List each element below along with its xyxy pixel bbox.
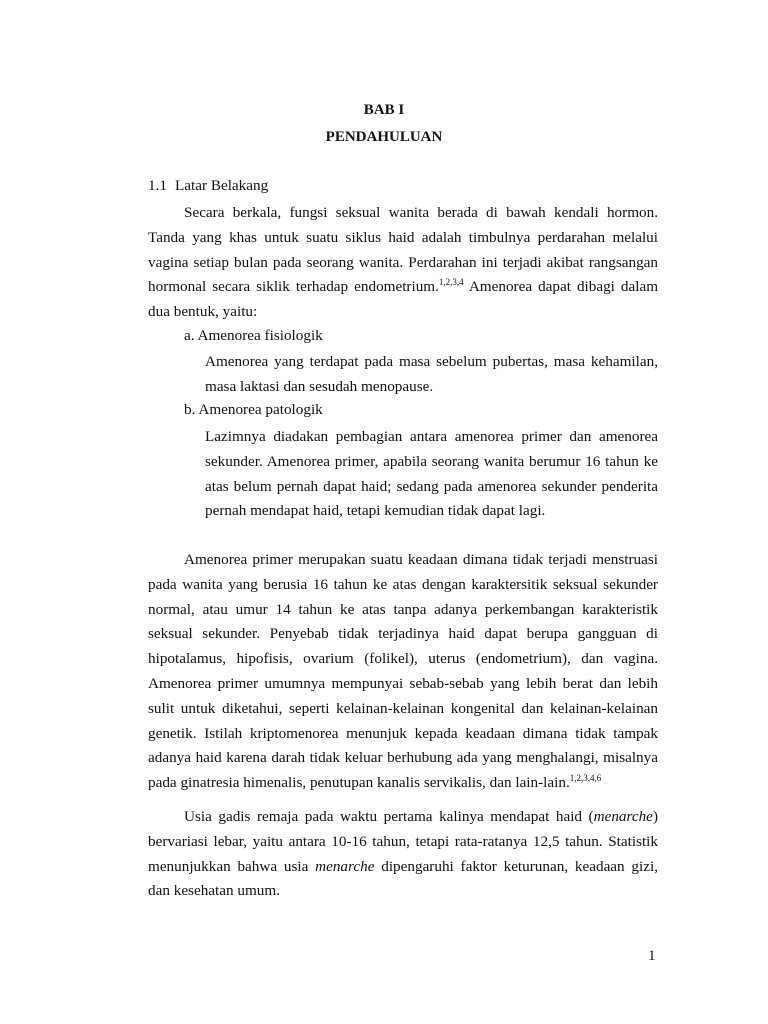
paragraph-3-text-b: ) bervariasi lebar, yaitu antara 10-16 tahun, tetapi rata-ratanya 12,5 tahun. Statistik menunjukkan bahwa usia — [148, 808, 658, 875]
paragraph-1-text-a: Secara berkala, fungsi seksual wanita berada di bawah kendali hormon. Tanda yang khas untuk suatu siklus haid adalah timbulnya perdarahan melalui vagina setiap bulan pada seorang wanita. Perdarahan ini terjadi akibat rangsangan hormonal secara siklik terhadap endometrium. — [148, 204, 658, 296]
paragraph-3-text-c: dipengaruhi faktor keturunan, keadaan gizi, dan kesehatan umum. — [148, 857, 658, 900]
term-menarche: menarche — [315, 857, 375, 875]
list-item-b-body: Lazimnya diadakan pembagian antara amenorea primer dan amenorea sekunder. Amenorea primer, apabila seorang wanita berumur 16 tahun ke atas belum pernah dapat haid; sedang pada amenorea sekunder penderita pernah mendapat haid, tetapi kemudian tidak dapat lagi. — [205, 428, 658, 520]
term-menarche: menarche — [593, 808, 653, 825]
paragraph-1 — [148, 201, 658, 325]
section-number: 1.1 — [148, 177, 167, 194]
chapter-label: BAB I — [363, 102, 405, 118]
paragraph-3 — [148, 805, 658, 904]
paragraph-2-text: Amenorea primer merupakan suatu keadaan dimana tidak terjadi menstruasi pada wanita yang berusia 16 tahun ke atas dengan karaktersitik seksual sekunder normal, atau umur 14 tahun ke atas tanpa adanya perkembangan karakteristik seksual sekunder. Penyebab tidak terjadinya haid dapat berupa gangguan di hipotalamus, hipofisis, ovarium (folikel), uterus (endometrium), dan vagina. Amenorea primer umumnya mempunyai sebab-sebab yang lebih berat dan lebih sulit untuk diketahui, seperti kelainan-kelainan kongenital dan kelainan-kelainan genetik. Istilah kriptomenorea menunjuk kepada keadaan dimana tidak tampak adanya haid karena darah tidak keluar berhubung ada yang menghalangi, misalnya pada ginatresia himenalis, penutupan kanalis servikalis, dan lain-lain. — [148, 551, 658, 792]
chapter-title: PENDAHULUAN — [325, 129, 443, 145]
list-item-a-label: a. Amenorea fisiologik — [184, 327, 323, 344]
paragraph-3-text-a: Usia gadis remaja pada waktu pertama kalinya mendapat haid ( — [184, 808, 594, 825]
paragraph-1-text-b: Amenorea dapat dibagi dalam dua bentuk, yaitu: — [148, 278, 659, 321]
paragraph-2 — [148, 548, 658, 796]
list-item-b-label: b. Amenorea patologik — [184, 401, 323, 418]
list-item-a-body: Amenorea yang terdapat pada masa sebelum pubertas, masa kehamilan, masa laktasi dan sesudah menopause. — [205, 353, 658, 395]
citation-ref: 1,2,3,4,6 — [569, 773, 602, 784]
section-heading — [148, 177, 268, 195]
page-number: 1 — [648, 947, 656, 964]
section-title: Latar Belakang — [174, 177, 269, 194]
citation-ref: 1,2,3,4 — [438, 277, 464, 288]
